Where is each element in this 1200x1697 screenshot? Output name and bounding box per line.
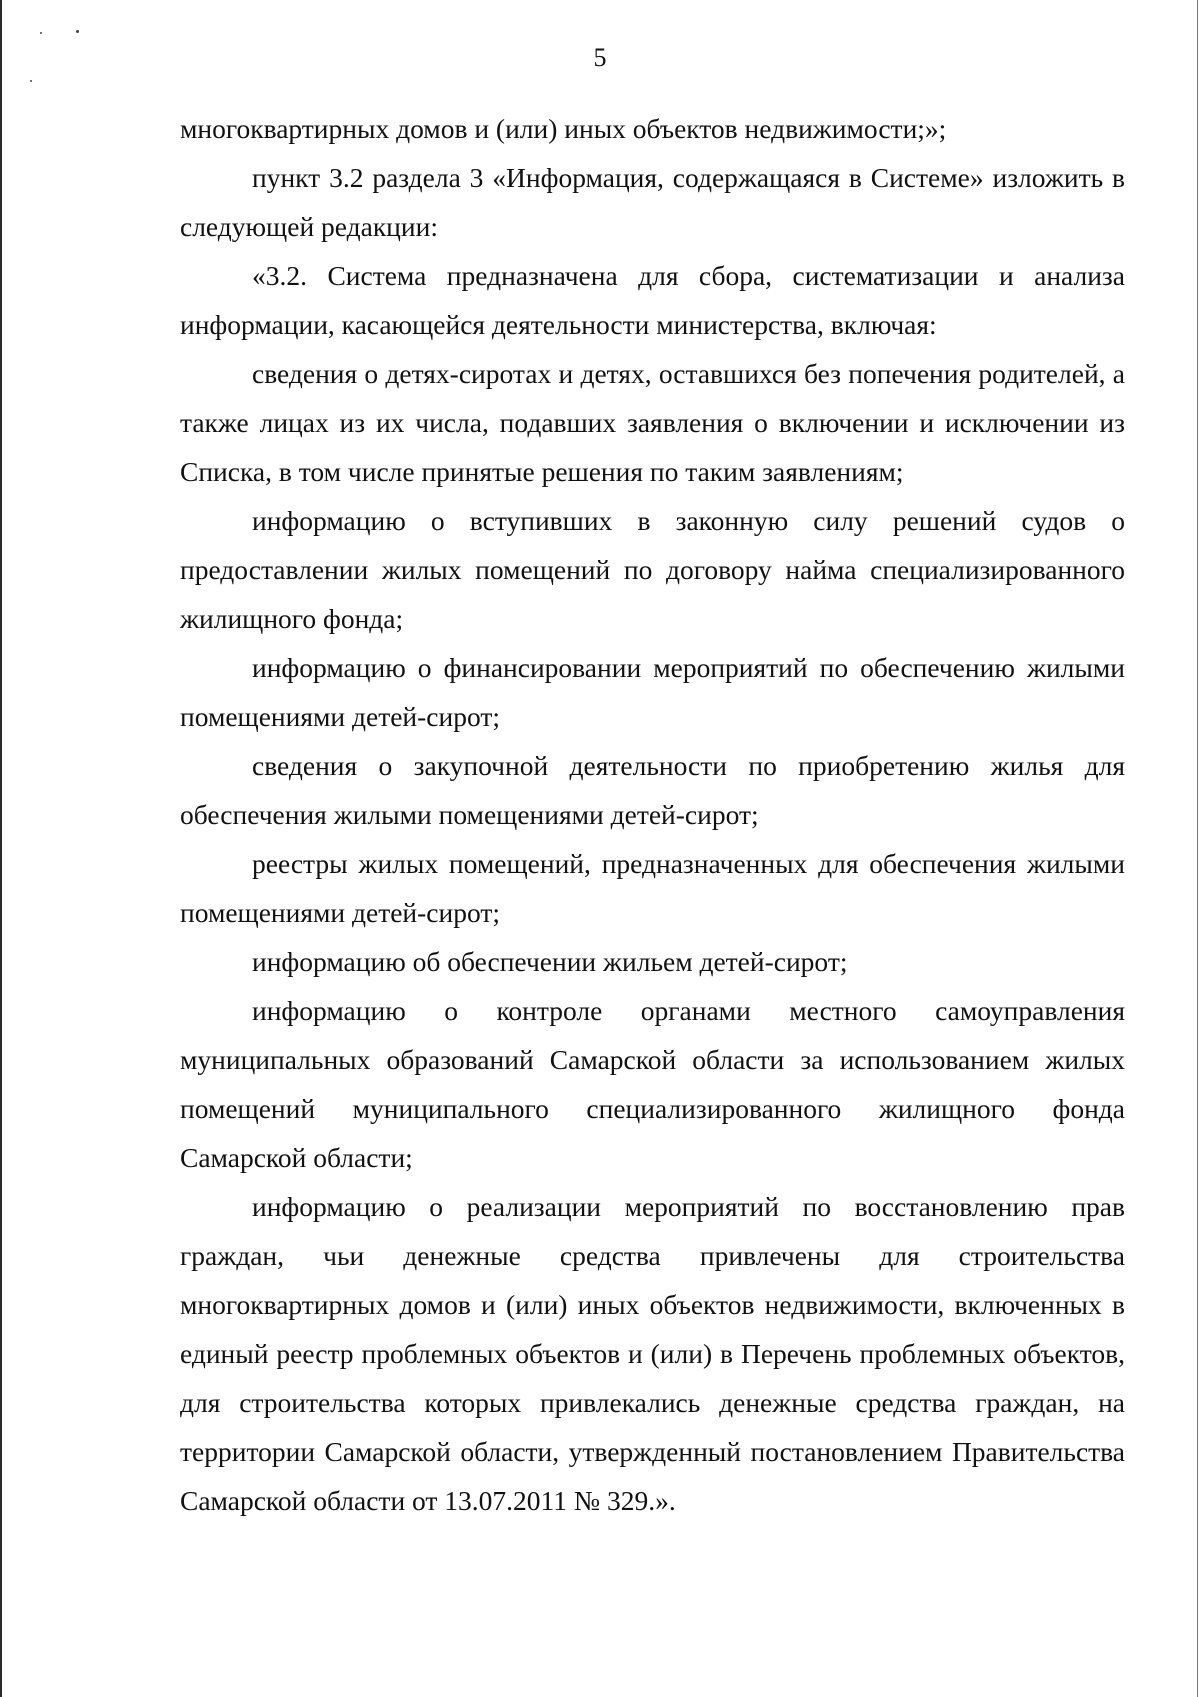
paragraph: реестры жилых помещений, предназначенных для обеспечения жилыми помещениями детей-сирот;	[180, 848, 1125, 928]
paragraph: информацию о вступивших в законную силу решений судов о предоставлении жилых помещений по договору найма специализированного жилищного фонда;	[180, 505, 1125, 634]
paragraph: информацию о реализации мероприятий по восстановлению прав граждан, чьи денежные средства привлечены для строительства многоквартирных домов и (или) иных объектов недвижимости, включенных в единый реестр проблемных объектов и (или) в Перечень проблемных объектов, для строительства которых привлекались денежные средства граждан, на территории Самарской области, утвержденный постановлением Правительства Самарской области от 13.07.2011 № 329.».	[180, 1191, 1125, 1516]
paragraph: «3.2. Система предназначена для сбора, систематизации и анализа информации, касающейся деятельности министерства, включая:	[180, 260, 1125, 340]
page-number: 5	[593, 43, 607, 72]
paragraph: информацию об обеспечении жильем детей-сирот;	[252, 946, 848, 977]
paragraph: информацию о контроле органами местного самоуправления муниципальных образований Самарской области за использованием жилых помещений муниципального специализированного жилищного фонда Самарской области;	[180, 995, 1125, 1173]
paragraph: сведения о закупочной деятельности по приобретению жилья для обеспечения жилыми помещениями детей-сирот;	[180, 750, 1125, 830]
scan-speck	[76, 30, 79, 33]
paragraph: многоквартирных домов и (или) иных объектов недвижимости;»;	[180, 113, 947, 144]
document-body	[180, 104, 1125, 1525]
paragraph: сведения о детях-сиротах и детях, оставшихся без попечения родителей, а также лицах из их числа, подавших заявления о включении и исключении из Списка, в том числе принятые решения по таким заявлениям;	[180, 358, 1125, 487]
paragraph: информацию о финансировании мероприятий по обеспечению жилыми помещениями детей-сирот;	[180, 652, 1125, 732]
scan-speck	[30, 80, 32, 82]
scan-edge-right	[1197, 0, 1198, 1697]
scan-edge-left	[0, 0, 2, 1697]
paragraph: пункт 3.2 раздела 3 «Информация, содержащаяся в Системе» изложить в следующей редакции:	[180, 162, 1125, 242]
scan-speck	[40, 32, 42, 34]
